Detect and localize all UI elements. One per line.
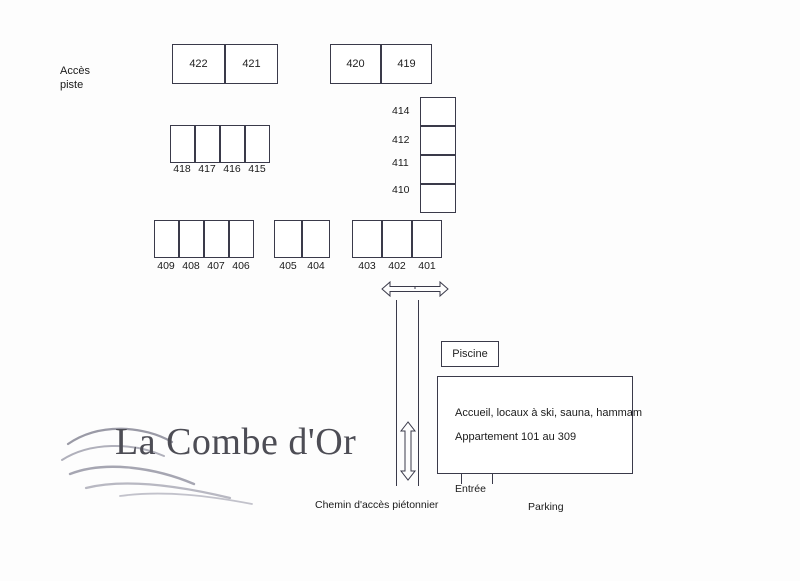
chalet-415-label: 415 xyxy=(248,163,266,175)
chalet-402-label: 402 xyxy=(388,260,406,272)
main-building[interactable] xyxy=(437,376,643,474)
resort-name: La Combe d'Or xyxy=(115,421,357,463)
chalet-406[interactable] xyxy=(229,220,254,258)
resort-logo xyxy=(60,408,360,518)
chalet-402[interactable] xyxy=(382,220,412,258)
chalet-404[interactable] xyxy=(302,220,330,258)
chalet-411[interactable] xyxy=(420,155,456,184)
chalet-420-label: 420 xyxy=(346,58,365,70)
chalet-417[interactable] xyxy=(195,125,220,163)
chalet-418[interactable] xyxy=(170,125,195,163)
chalet-409-label: 409 xyxy=(157,260,175,272)
chalet-408[interactable] xyxy=(179,220,204,258)
chalet-416[interactable] xyxy=(220,125,245,163)
chalet-408-label: 408 xyxy=(182,260,200,272)
path-edge-right xyxy=(418,300,419,486)
vertical-double-arrow-icon xyxy=(399,420,417,482)
chalet-405-label: 405 xyxy=(279,260,297,272)
piscine-building[interactable] xyxy=(441,341,499,367)
chalet-422[interactable] xyxy=(172,44,225,84)
chalet-406-label: 406 xyxy=(232,260,250,272)
chalet-419[interactable] xyxy=(381,44,432,84)
chalet-412[interactable] xyxy=(420,126,456,155)
chalet-409[interactable] xyxy=(154,220,179,258)
chalet-421[interactable] xyxy=(225,44,278,84)
acces-line-2: piste xyxy=(60,79,84,91)
chalet-407[interactable] xyxy=(204,220,229,258)
chalet-403[interactable] xyxy=(352,220,382,258)
chalet-410-label: 410 xyxy=(392,184,410,196)
chalet-403-label: 403 xyxy=(358,260,376,272)
chalet-414-label: 414 xyxy=(392,105,410,117)
acces-piste-label xyxy=(60,64,90,92)
chalet-401-label: 401 xyxy=(418,260,436,272)
chalet-416-label: 416 xyxy=(223,163,241,175)
parking-label: Parking xyxy=(528,501,564,513)
chalet-405[interactable] xyxy=(274,220,302,258)
entree-label: Entrée xyxy=(455,483,486,495)
chalet-414[interactable] xyxy=(420,97,456,126)
chemin-acces-pietonnier-label: Chemin d'accès piétonnier xyxy=(315,499,439,511)
entrance-tick-right xyxy=(492,474,493,484)
acces-line-1: Accès xyxy=(60,65,90,77)
chalet-422-label: 422 xyxy=(189,58,208,70)
chalet-417-label: 417 xyxy=(198,163,216,175)
piscine-label: Piscine xyxy=(452,348,488,360)
chalet-421-label: 421 xyxy=(242,58,261,70)
chalet-404-label: 404 xyxy=(307,260,325,272)
chalet-407-label: 407 xyxy=(207,260,225,272)
chalet-401[interactable] xyxy=(412,220,442,258)
chalet-419-label: 419 xyxy=(397,58,416,70)
chalet-420[interactable] xyxy=(330,44,381,84)
chalet-411-label: 411 xyxy=(392,157,409,169)
chalet-410[interactable] xyxy=(420,184,456,213)
main-building-line-1: Accueil, locaux à ski, sauna, hammam xyxy=(455,407,643,419)
chalet-412-label: 412 xyxy=(392,134,410,146)
chalet-415[interactable] xyxy=(245,125,270,163)
horizontal-double-arrow-icon xyxy=(380,278,450,300)
main-building-line-2: Appartement 101 au 309 xyxy=(455,431,577,443)
path-edge-left xyxy=(396,300,397,486)
chalet-418-label: 418 xyxy=(173,163,191,175)
